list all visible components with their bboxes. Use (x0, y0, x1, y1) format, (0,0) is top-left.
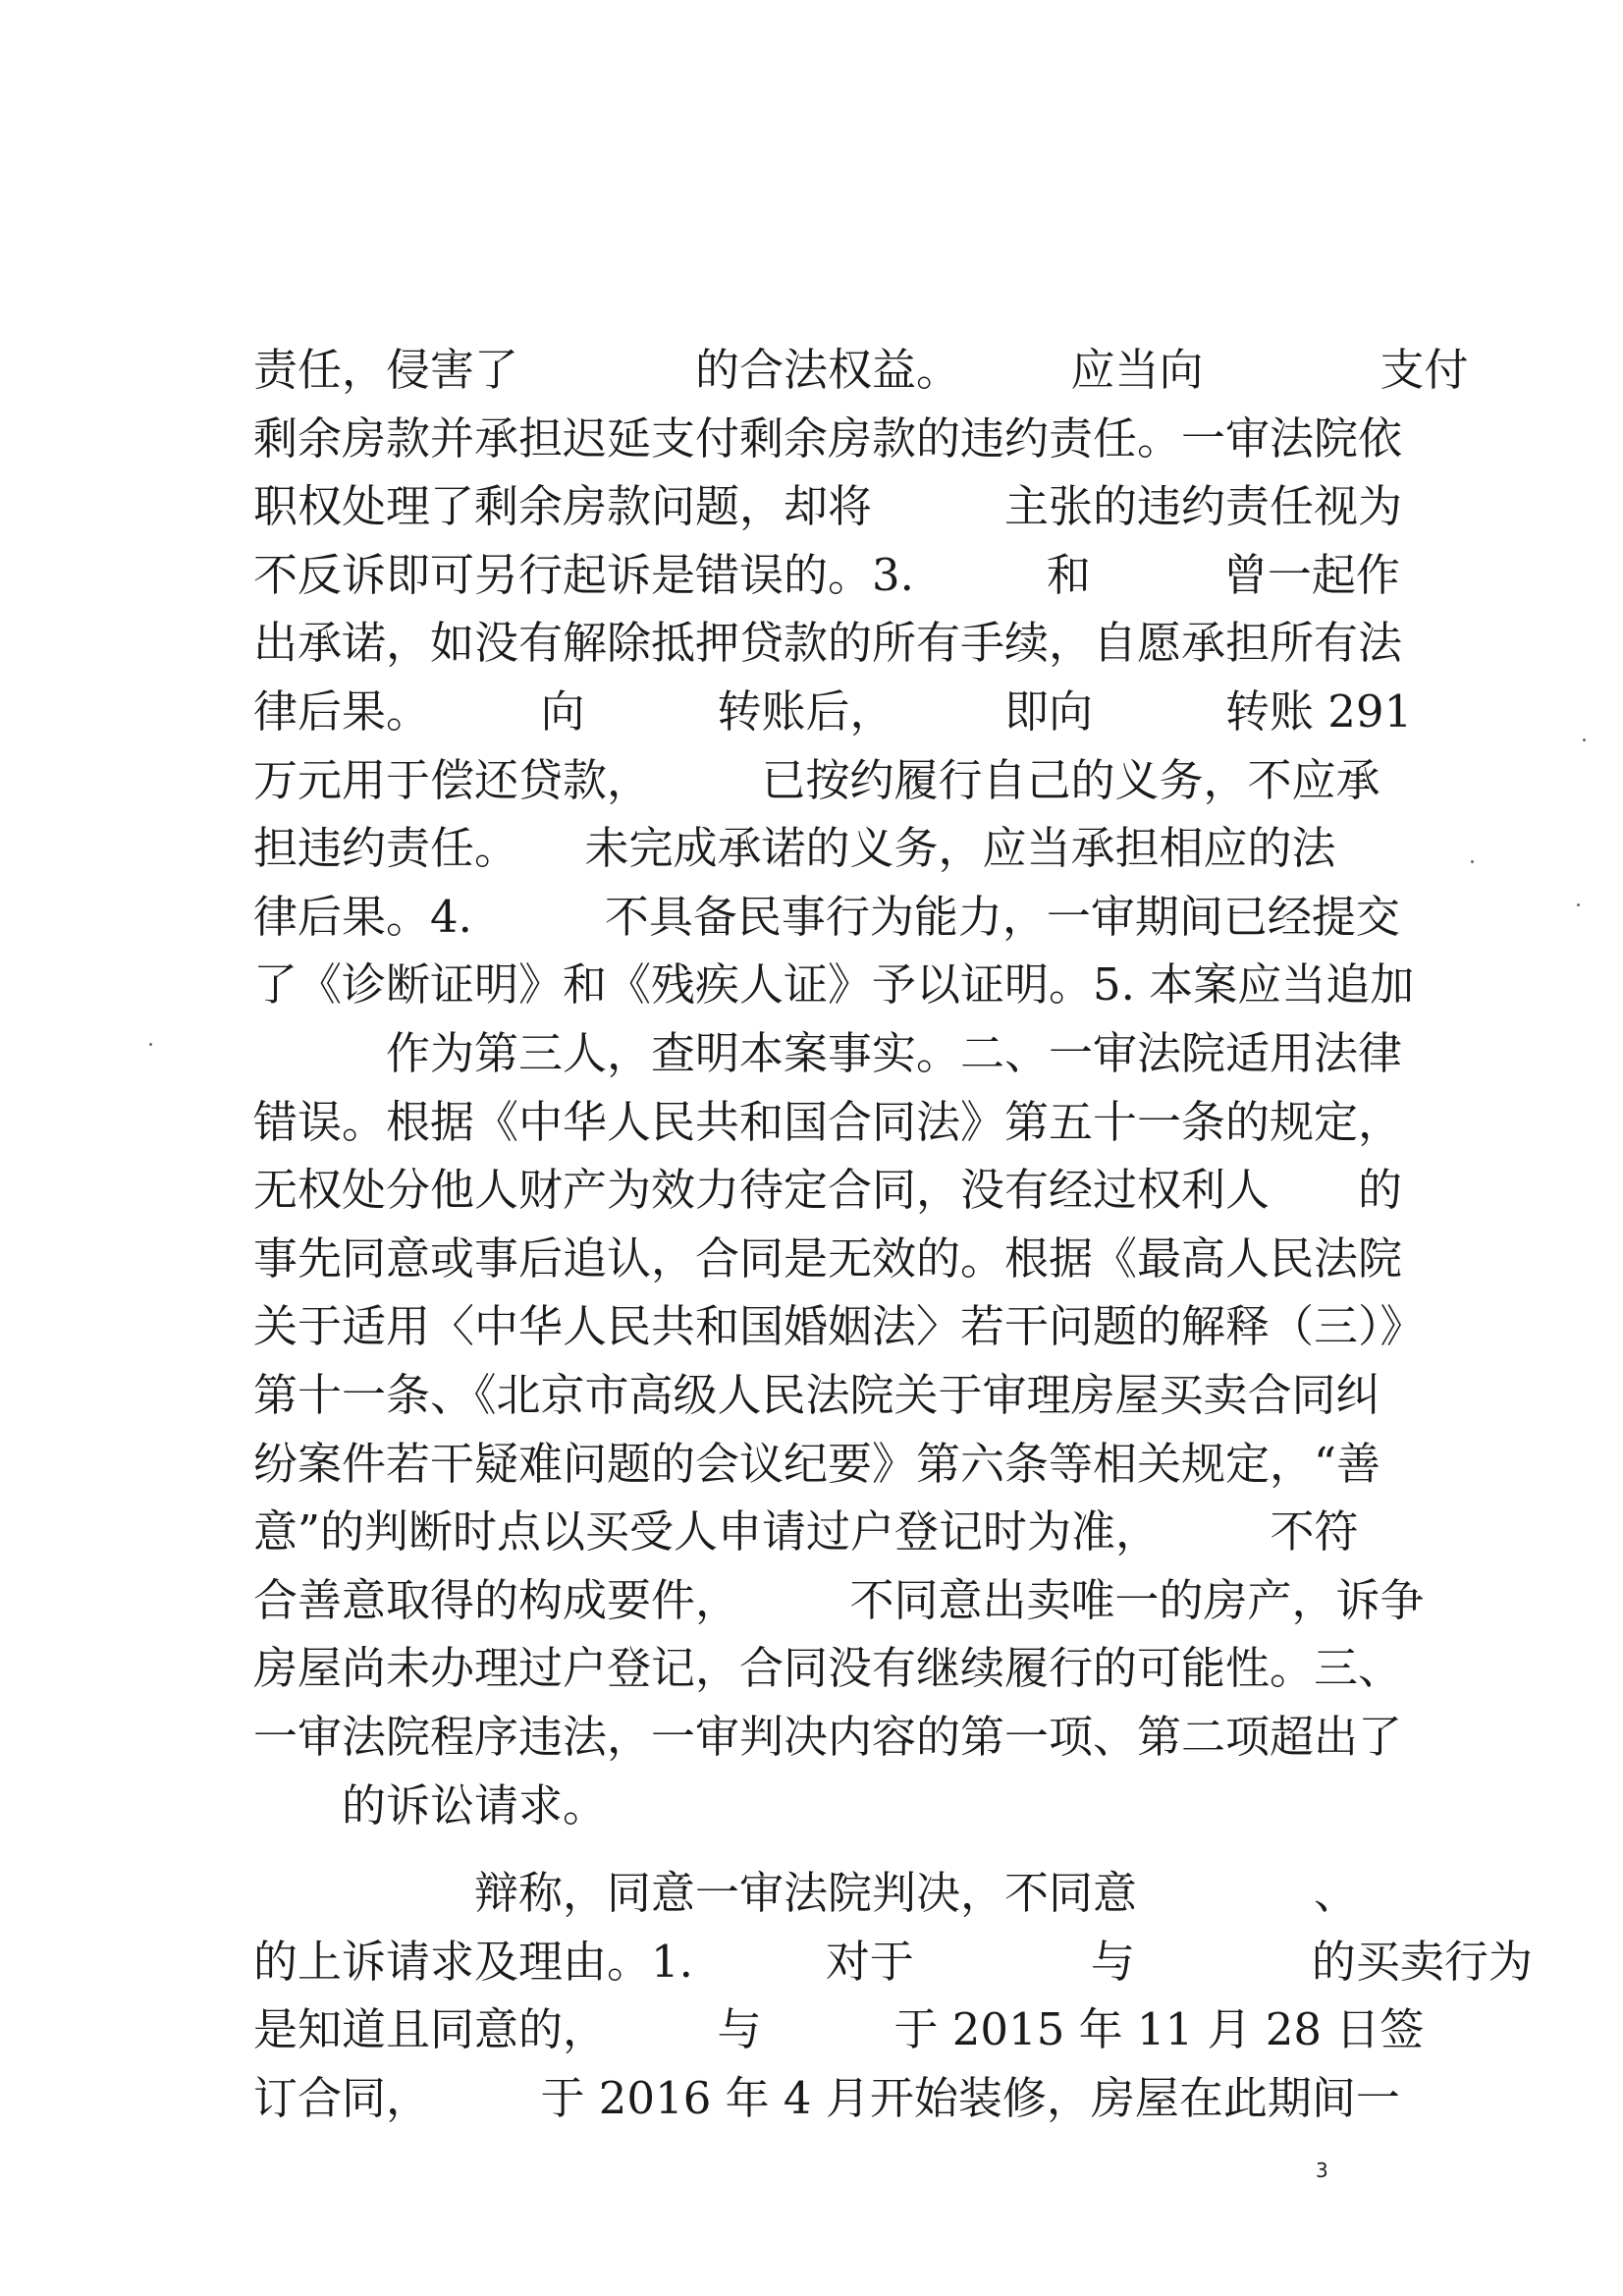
text-line: 不反诉即可另行起诉是错误的。3. 和 曾一起作 (253, 548, 1400, 601)
text-line: 责任，侵害了 的合法权益。 应当向 支付 (253, 344, 1469, 396)
text-line: 作为第三人，查明本案事实。二、一审法院适用法律 (253, 1027, 1403, 1079)
text-line: 一审法院程序违法，一审判决内容的第一项、第二项超出了 (253, 1711, 1403, 1763)
text-line: 无权处分他人财产为效力待定合同，没有经过权利人 的 (253, 1164, 1403, 1217)
text-line: 合善意取得的构成要件， 不同意出卖唯一的房产，诉争 (253, 1573, 1425, 1626)
text-line: 纷案件若干疑难问题的会议纪要》第六条等相关规定，“善 (253, 1437, 1381, 1490)
text-line: 剩余房款并承担迟延支付剩余房款的违约责任。一审法院依 (253, 411, 1403, 465)
scan-speck (1577, 903, 1580, 906)
scan-speck (1583, 738, 1586, 741)
text-line: 错误。根据《中华人民共和国合同法》第五十一条的规定， (253, 1095, 1403, 1148)
text-line: 担违约责任。 未完成承诺的义务，应当承担相应的法 (253, 822, 1336, 875)
text-line: 第十一条、《北京市高级人民法院关于审理房屋买卖合同纠 (253, 1369, 1380, 1421)
text-line: 职权处理了剩余房款问题，却将 主张的违约责任视为 (253, 480, 1403, 533)
text-line: 房屋尚未办理过户登记，合同没有继续履行的可能性。三、 (253, 1642, 1403, 1695)
text-line: 出承诺，如没有解除抵押贷款的所有手续，自愿承担所有法 (253, 617, 1403, 670)
text-line: 万元用于偿还贷款， 已按约履行自己的义务，不应承 (253, 753, 1380, 806)
text-line: 的上诉请求及理由。1. 对于 与 的买卖行为 (253, 1935, 1533, 1988)
text-line: 律后果。4. 不具备民事行为能力，一审期间已经提交 (253, 890, 1400, 943)
scan-speck (1471, 860, 1474, 863)
text-line: 的诉讼请求。 (253, 1778, 608, 1831)
text-line: 订合同， 于 2016 年 4 月开始装修，房屋在此期间一 (253, 2072, 1400, 2124)
text-line: 了《诊断证明》和《残疾人证》予以证明。5. 本案应当追加 (253, 958, 1415, 1011)
text-line: 关于适用〈中华人民共和国婚姻法〉若干问题的解释（三）》 (253, 1300, 1425, 1353)
text-line: 辩称，同意一审法院判决，不同意 、 (253, 1867, 1359, 1920)
scan-speck (149, 1043, 152, 1046)
text-line: 是知道且同意的， 与 于 2015 年 11 月 28 日签 (253, 2003, 1425, 2056)
page-number: 3 (1316, 2159, 1328, 2182)
text-line: 事先同意或事后追认，合同是无效的。根据《最高人民法院 (253, 1231, 1403, 1285)
text-line: 律后果。 向 转账后， 即向 转账 291 (253, 685, 1413, 738)
text-line: 意”的判断时点以买受人申请过户登记时为准， 不符 (253, 1505, 1359, 1558)
